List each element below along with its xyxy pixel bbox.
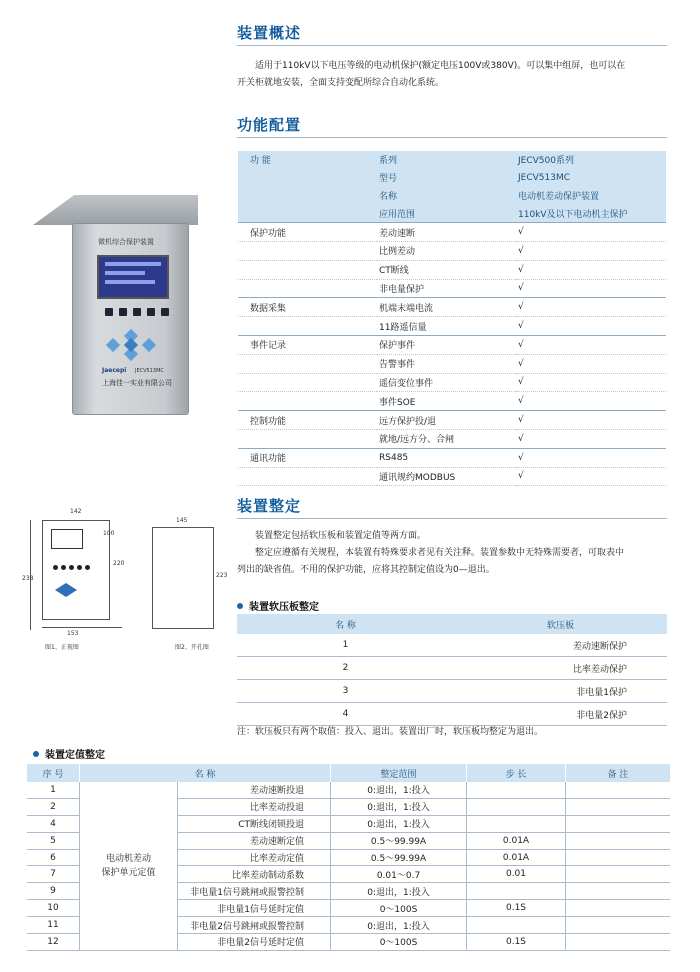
device-company: 上海佳一实业有限公司 xyxy=(102,379,172,387)
values-step xyxy=(467,917,566,934)
function-group-name: 事件记录 xyxy=(238,335,377,354)
device-top-panel xyxy=(33,195,198,225)
function-header-label xyxy=(238,169,377,187)
values-col-no: 序 号 xyxy=(27,764,80,782)
setting-line-1: 装置整定包括软压板和装置定值等两方面。 xyxy=(255,531,427,541)
function-row xyxy=(238,448,666,467)
values-no: 7 xyxy=(27,866,80,883)
values-note xyxy=(566,798,671,815)
soft-row xyxy=(237,703,667,726)
function-row xyxy=(238,223,666,242)
soft-row xyxy=(237,680,667,703)
values-step xyxy=(467,798,566,815)
values-title xyxy=(33,746,105,761)
overview-divider xyxy=(237,45,667,46)
values-no: 2 xyxy=(27,798,80,815)
function-group-name: 数据采集 xyxy=(238,298,377,317)
function-group-empty xyxy=(238,241,377,260)
values-step: 0.1S xyxy=(467,900,566,917)
function-row xyxy=(238,335,666,354)
overview-line-1: 适用于110kV以下电压等级的电动机保护(额定电压100V或380V)。可以集中组屏，也可以在 xyxy=(255,61,626,71)
cutout-drawing xyxy=(152,527,214,629)
front-depth: 100 xyxy=(103,530,115,537)
values-name: CT断线闭锁投退 xyxy=(178,815,331,832)
soft-col-name: 软压板 xyxy=(454,614,667,634)
setting-text xyxy=(237,528,677,579)
setting-line-3: 列出的缺省值。不用的保护功能，应将其控制定值设为0—退出。 xyxy=(237,565,495,575)
function-header-label xyxy=(238,204,377,222)
check-icon: √ xyxy=(516,392,666,411)
setting-title: 装置整定 xyxy=(237,497,302,515)
soft-name: 比率差动保护 xyxy=(454,657,667,680)
device-model: JECV513MC xyxy=(135,368,164,374)
function-row xyxy=(238,392,666,411)
values-no: 4 xyxy=(27,815,80,832)
values-step: 0.1S xyxy=(467,934,566,951)
device-button-row xyxy=(105,308,169,316)
values-no: 1 xyxy=(27,782,80,798)
check-icon: √ xyxy=(516,241,666,260)
soft-name: 非电量2保护 xyxy=(454,703,667,726)
function-row xyxy=(238,429,666,448)
values-name: 比率差动定值 xyxy=(178,849,331,866)
values-no: 10 xyxy=(27,900,80,917)
check-icon: √ xyxy=(516,354,666,373)
values-note xyxy=(566,832,671,849)
device-button xyxy=(133,308,141,316)
overview-title: 装置概述 xyxy=(237,24,302,42)
values-step xyxy=(467,815,566,832)
function-header-value: 110kV及以下电动机主保护 xyxy=(516,204,666,222)
check-icon: √ xyxy=(516,335,666,354)
values-note xyxy=(566,934,671,951)
values-note xyxy=(566,782,671,798)
values-range: 0.5～99.99A xyxy=(331,849,467,866)
function-group-name: 通讯功能 xyxy=(238,448,377,467)
values-note xyxy=(566,815,671,832)
front-view-drawing xyxy=(42,520,110,620)
soft-no: 3 xyxy=(237,680,454,703)
function-header-value: JECV513MC xyxy=(516,169,666,187)
values-group xyxy=(80,782,178,950)
overview-line-2: 开关柜就地安装，全面支持变配所综合自动化系统。 xyxy=(237,78,445,88)
config-divider xyxy=(237,137,667,138)
values-note xyxy=(566,883,671,900)
setting-divider xyxy=(237,518,667,519)
config-title: 功能配置 xyxy=(237,116,302,134)
soft-no: 1 xyxy=(237,634,454,657)
function-table xyxy=(238,151,666,486)
dim-line xyxy=(42,627,122,628)
values-range: 0～100S xyxy=(331,934,467,951)
function-header-key: 系列 xyxy=(377,151,516,169)
function-row xyxy=(238,467,666,486)
check-icon: √ xyxy=(516,298,666,317)
function-header-row xyxy=(238,204,666,222)
soft-table xyxy=(237,614,667,726)
soft-no: 4 xyxy=(237,703,454,726)
check-icon: √ xyxy=(516,223,666,242)
function-row xyxy=(238,354,666,373)
values-name: 比率差动投退 xyxy=(178,798,331,815)
values-note xyxy=(566,917,671,934)
function-item: RS485 xyxy=(377,448,516,467)
values-step xyxy=(467,883,566,900)
values-title-text: 装置定值整定 xyxy=(45,750,105,761)
soft-row xyxy=(237,657,667,680)
check-icon: √ xyxy=(516,411,666,430)
overview-text xyxy=(237,58,677,92)
function-header-label xyxy=(238,187,377,205)
values-range: 0:退出，1:投入 xyxy=(331,815,467,832)
device-brand: Jaecepi xyxy=(102,367,127,374)
check-icon: √ xyxy=(516,429,666,448)
values-note xyxy=(566,900,671,917)
values-range: 0～100S xyxy=(331,900,467,917)
function-header-key: 型号 xyxy=(377,169,516,187)
values-name: 非电量1信号延时定值 xyxy=(178,900,331,917)
function-item: 遥信变位事件 xyxy=(377,373,516,392)
values-group-line-2: 保护单元定值 xyxy=(101,867,156,878)
soft-no: 2 xyxy=(237,657,454,680)
function-group-empty xyxy=(238,279,377,298)
function-item: 非电量保护 xyxy=(377,279,516,298)
values-range: 0:退出，1:投入 xyxy=(331,798,467,815)
values-step: 0.01A xyxy=(467,832,566,849)
values-table xyxy=(27,764,670,951)
function-header-value: JECV500系列 xyxy=(516,151,666,169)
function-group-empty xyxy=(238,373,377,392)
soft-title xyxy=(237,598,319,613)
values-name: 比率差动制动系数 xyxy=(178,866,331,883)
function-row xyxy=(238,241,666,260)
function-row xyxy=(238,260,666,279)
bullet-icon xyxy=(237,603,243,609)
values-range: 0.01～0.7 xyxy=(331,866,467,883)
soft-note: 注：软压板只有两个取值：投入、退出。装置出厂时，软压板均整定为退出。 xyxy=(237,727,544,737)
function-group-empty xyxy=(238,317,377,336)
check-icon: √ xyxy=(516,279,666,298)
function-header-key: 应用范围 xyxy=(377,204,516,222)
function-row xyxy=(238,373,666,392)
device-label: 微机综合保护装置 xyxy=(98,238,154,246)
function-item: 远方保护投/退 xyxy=(377,411,516,430)
function-item: 差动速断 xyxy=(377,223,516,242)
values-step: 0.01A xyxy=(467,849,566,866)
function-item: 机端末端电流 xyxy=(377,298,516,317)
function-item: 就地/远方分、合闸 xyxy=(377,429,516,448)
function-row xyxy=(238,317,666,336)
soft-title-text: 装置软压板整定 xyxy=(249,602,319,613)
check-icon: √ xyxy=(516,260,666,279)
values-col-note: 备 注 xyxy=(566,764,671,782)
values-name: 差动速断投退 xyxy=(178,782,331,798)
function-group-name: 保护功能 xyxy=(238,223,377,242)
function-group-empty xyxy=(238,260,377,279)
soft-name: 非电量1保护 xyxy=(454,680,667,703)
check-icon: √ xyxy=(516,317,666,336)
values-row xyxy=(27,782,670,798)
device-screen xyxy=(97,255,169,299)
values-group-line-1: 电动机差动 xyxy=(105,853,151,864)
device-keypad xyxy=(106,330,156,360)
function-item: CT断线 xyxy=(377,260,516,279)
values-no: 5 xyxy=(27,832,80,849)
values-no: 9 xyxy=(27,883,80,900)
values-name: 非电量2信号延时定值 xyxy=(178,934,331,951)
front-height-outer: 238 xyxy=(22,575,34,582)
front-caption: 图1、正视图 xyxy=(45,644,79,651)
function-group-empty xyxy=(238,392,377,411)
device-button xyxy=(119,308,127,316)
function-header-label: 功 能 xyxy=(238,151,377,169)
front-height-inner: 220 xyxy=(113,560,125,567)
values-step: 0.01 xyxy=(467,866,566,883)
function-header-row xyxy=(238,187,666,205)
values-step xyxy=(467,782,566,798)
values-name: 非电量1信号跳闸或报警控制 xyxy=(178,883,331,900)
function-group-name: 控制功能 xyxy=(238,411,377,430)
function-row xyxy=(238,279,666,298)
soft-row xyxy=(237,634,667,657)
cut-caption: 图2、开孔图 xyxy=(175,644,209,651)
front-bottom: 153 xyxy=(67,630,79,637)
function-item: 通讯规约MODBUS xyxy=(377,467,516,486)
device-button xyxy=(105,308,113,316)
function-header-key: 名称 xyxy=(377,187,516,205)
values-range: 0:退出，1:投入 xyxy=(331,917,467,934)
function-item: 告警事件 xyxy=(377,354,516,373)
function-item: 保护事件 xyxy=(377,335,516,354)
function-row xyxy=(238,411,666,430)
check-icon: √ xyxy=(516,373,666,392)
values-no: 12 xyxy=(27,934,80,951)
values-no: 6 xyxy=(27,849,80,866)
bullet-icon xyxy=(33,751,39,757)
function-header-row xyxy=(238,169,666,187)
check-icon: √ xyxy=(516,467,666,486)
values-col-range: 整定范围 xyxy=(331,764,467,782)
function-header-row xyxy=(238,151,666,169)
setting-line-2: 整定应遵循有关规程，本装置有特殊要求者见有关注释。装置参数中无特殊需要者，可取表中 xyxy=(255,548,625,558)
values-note xyxy=(566,849,671,866)
values-range: 0.5～99.99A xyxy=(331,832,467,849)
soft-col-no: 名 称 xyxy=(237,614,454,634)
values-name: 差动速断定值 xyxy=(178,832,331,849)
function-header-value: 电动机差动保护装置 xyxy=(516,187,666,205)
function-group-empty xyxy=(238,467,377,486)
function-group-empty xyxy=(238,354,377,373)
function-group-empty xyxy=(238,429,377,448)
front-width: 142 xyxy=(70,508,82,515)
values-range: 0:退出，1:投入 xyxy=(331,782,467,798)
device-button xyxy=(161,308,169,316)
values-note xyxy=(566,866,671,883)
cut-width: 145 xyxy=(176,517,188,524)
values-name: 非电量2信号跳闸或报警控制 xyxy=(178,917,331,934)
function-item: 11路遥信量 xyxy=(377,317,516,336)
values-range: 0:退出，1:投入 xyxy=(331,883,467,900)
cut-height: 223 xyxy=(216,572,228,579)
device-button xyxy=(147,308,155,316)
soft-name: 差动速断保护 xyxy=(454,634,667,657)
values-no: 11 xyxy=(27,917,80,934)
check-icon: √ xyxy=(516,448,666,467)
function-row xyxy=(238,298,666,317)
values-col-name: 名 称 xyxy=(80,764,331,782)
values-col-step: 步 长 xyxy=(467,764,566,782)
function-item: 事件SOE xyxy=(377,392,516,411)
function-item: 比例差动 xyxy=(377,241,516,260)
